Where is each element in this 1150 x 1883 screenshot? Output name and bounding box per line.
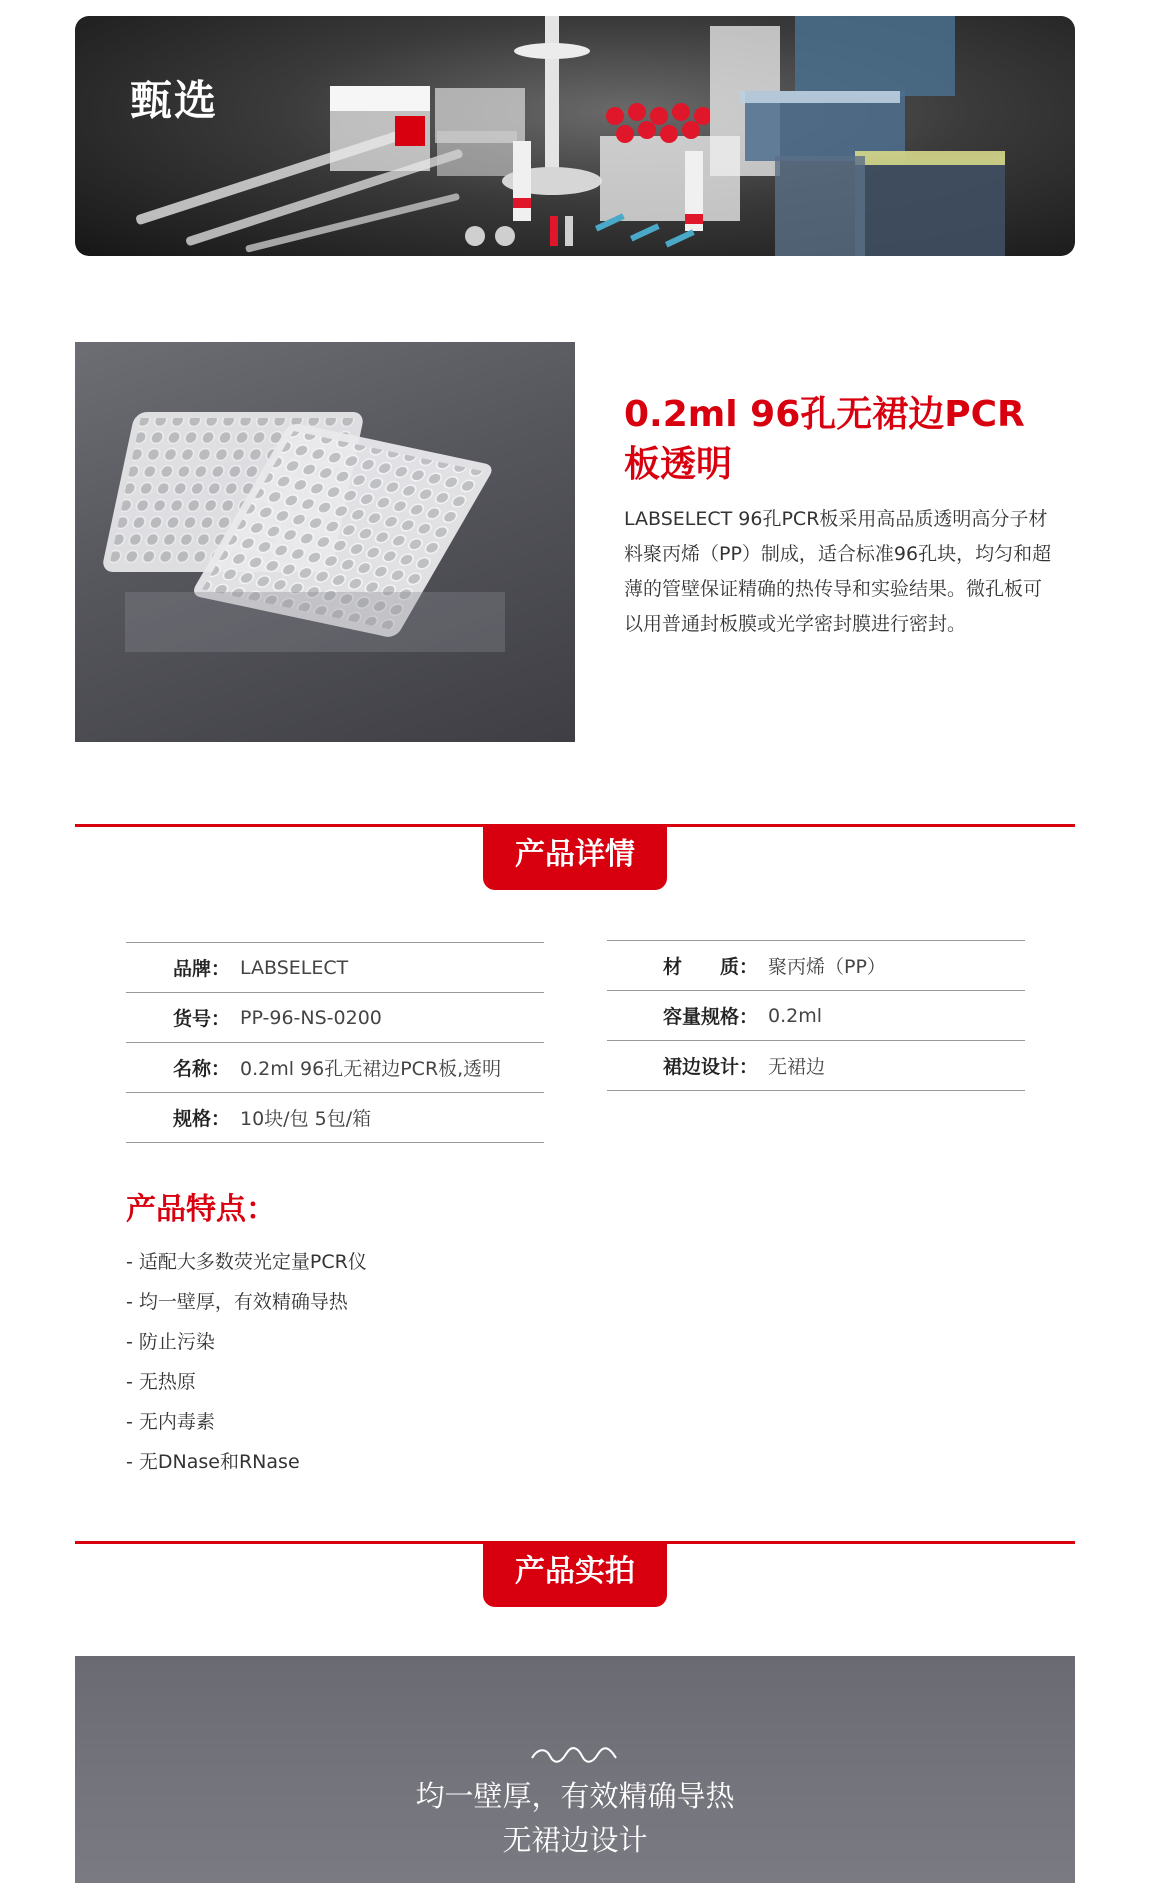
spec-row-brand: [126, 943, 544, 993]
spec-label: 名称：: [172, 1058, 230, 1080]
section-title-photos: 产品实拍: [483, 1543, 667, 1607]
features-list: [126, 1242, 367, 1482]
product-title: 0.2ml 96孔无裙边PCR板透明: [624, 394, 1025, 485]
spec-table-right: [607, 940, 1025, 1091]
feature-item: - 防止污染: [126, 1322, 367, 1362]
brand-logo: 甄选: [130, 76, 219, 125]
spec-label: 材 质：: [662, 956, 758, 978]
tip-box-graphic: [330, 86, 430, 171]
product-description: LABSELECT 96孔PCR板采用高品质透明高分子材料聚丙烯（PP）制成，适合标准96孔块，均匀和超薄的管壁保证精确的热传导和实验结果。微孔板可以用普通封板膜或光学密封膜进行密封。: [624, 508, 1052, 635]
storage-box-graphic: [435, 88, 525, 176]
panel-caption-line: 无裙边设计: [502, 1823, 648, 1857]
spec-label: 品牌：: [172, 958, 230, 980]
spec-row-capacity: [607, 991, 1025, 1041]
pcr-plate-illustration: [75, 342, 575, 742]
feature-item: - 无DNase和RNase: [126, 1442, 367, 1482]
spec-row-material: [607, 941, 1025, 991]
reflection-graphic: [125, 592, 505, 652]
spec-label: 裙边设计：: [662, 1056, 758, 1078]
panel-caption-line: 均一壁厚，有效精确导热: [415, 1779, 735, 1813]
spec-value: 无裙边: [768, 1056, 826, 1078]
photo-panel: [75, 1656, 1075, 1883]
feature-item: - 无内毒素: [126, 1402, 367, 1442]
spec-row-item-number: [126, 993, 544, 1043]
spec-value: 0.2ml 96孔无裙边PCR板,透明: [240, 1058, 502, 1080]
product-photo: [75, 342, 575, 742]
spec-table-left: [126, 942, 544, 1143]
spec-label: 规格：: [172, 1108, 230, 1130]
features-title: 产品特点：: [126, 1192, 276, 1227]
feature-item: - 无热原: [126, 1362, 367, 1402]
lab-products-illustration: [75, 16, 1075, 256]
spec-value: PP-96-NS-0200: [240, 1006, 382, 1029]
spec-row-skirt: [607, 1041, 1025, 1091]
spec-row-name: [126, 1043, 544, 1093]
spec-row-package: [126, 1093, 544, 1143]
spec-value: LABSELECT: [240, 956, 349, 979]
section-title-details: 产品详情: [483, 826, 667, 890]
spec-label: 货号：: [172, 1008, 230, 1030]
feature-item: - 适配大多数荧光定量PCR仪: [126, 1242, 367, 1282]
feature-item: - 均一壁厚，有效精确导热: [126, 1282, 367, 1322]
hero-banner: [75, 16, 1075, 256]
spec-value: 聚丙烯（PP）: [768, 956, 886, 978]
spec-value: 10块/包 5包/箱: [240, 1108, 372, 1130]
spec-value: 0.2ml: [768, 1004, 823, 1027]
spec-label: 容量规格：: [662, 1006, 758, 1028]
wave-ornament-icon: [530, 1746, 620, 1766]
